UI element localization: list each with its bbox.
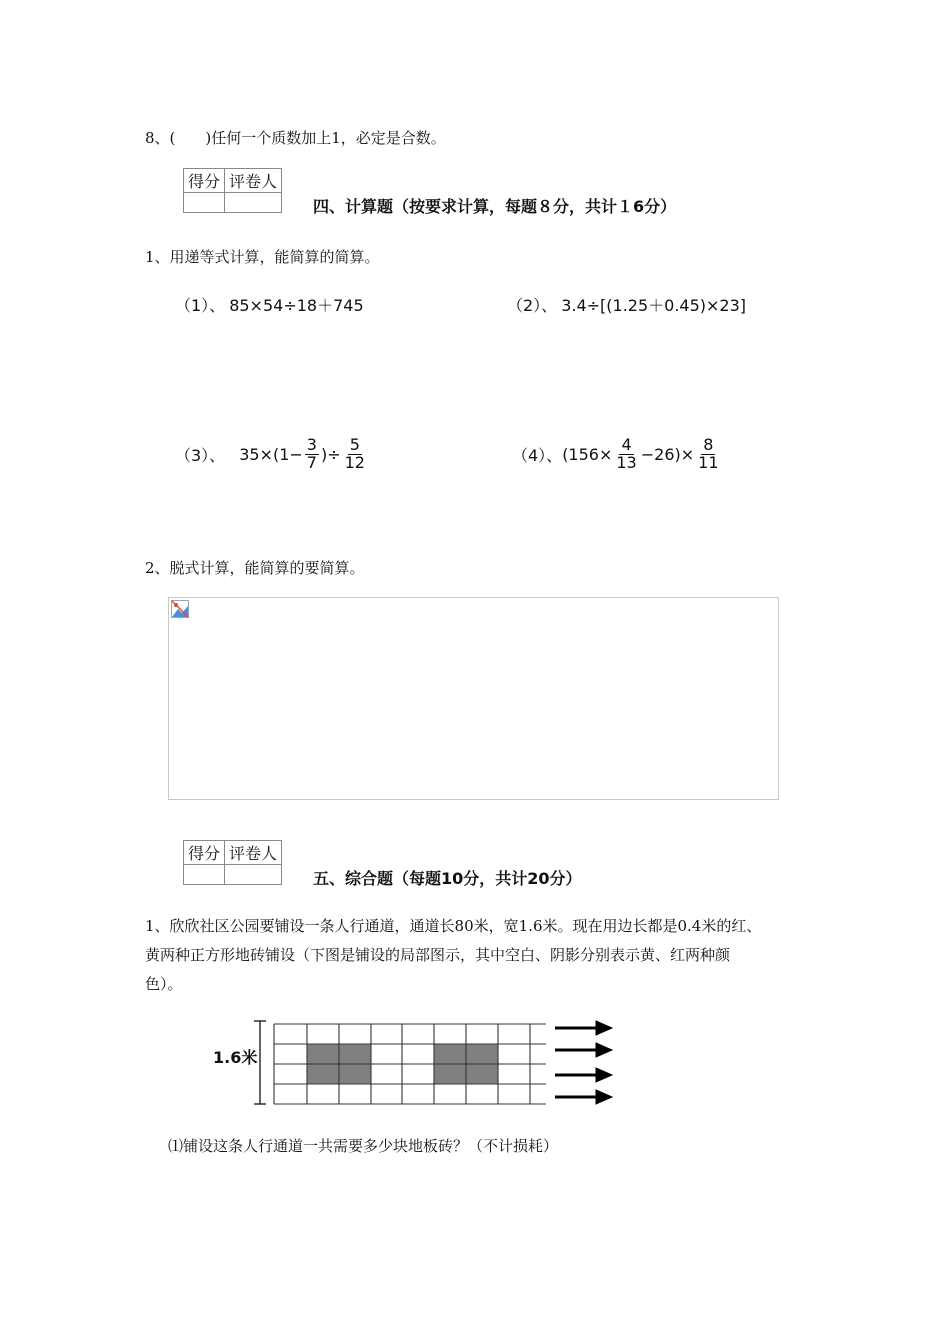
fraction-4-13	[614, 434, 638, 472]
section-4-title: 四、计算题（按要求计算，每题８分，共计１6分）	[313, 197, 677, 216]
fraction-denominator: 13	[616, 452, 637, 472]
section-5-title: 五、综合题（每题10分，共计20分）	[313, 869, 582, 888]
score-cell[interactable]	[184, 865, 225, 885]
fraction-numerator: 3	[306, 434, 317, 454]
question-5-1-sub-1: ⑴铺设这条人行通道一共需要多少块地板砖？（不计损耗）	[168, 1137, 559, 1155]
fraction-3-7	[305, 434, 319, 472]
problem-1-label: （1）、	[175, 296, 226, 315]
problem-3-label: （3）、	[175, 445, 226, 465]
grader-cell[interactable]	[225, 193, 282, 213]
score-cell[interactable]	[184, 193, 225, 213]
fraction-denominator: 12	[344, 452, 365, 472]
score-table	[183, 840, 282, 885]
fraction-numerator: 8	[703, 434, 714, 454]
tile-figure	[210, 1018, 620, 1108]
problem-2-expr: 3.4÷[(1.25＋0.45)×23]	[561, 296, 747, 315]
problem-1-expr: 85×54÷18＋745	[229, 296, 364, 315]
tile-grid-diagram	[250, 1018, 620, 1108]
question-5-1-line-3: 色）。	[145, 975, 183, 993]
problem-4-label: （4）、	[512, 445, 563, 465]
question-5-1-line-2: 黄两种正方形地砖铺设（下图是铺设的局部图示，其中空白、阴影分别表示黄、红两种颜	[145, 946, 731, 964]
score-header: 得分	[184, 841, 225, 865]
grader-cell[interactable]	[225, 865, 282, 885]
score-header: 得分	[184, 169, 225, 193]
width-label: 1.6米	[213, 1048, 258, 1067]
fraction-numerator: 5	[349, 434, 360, 454]
problem-4-part-b: −26)×	[640, 444, 695, 464]
fraction-denominator: 11	[698, 452, 719, 472]
question-4-2: 2、脱式计算，能简算的要简算。	[145, 559, 365, 577]
question-5-1-line-1: 1、欣欣社区公园要铺设一条人行通道，通道长80米，宽1.6米。现在用边长都是0.4米的红、	[145, 917, 762, 935]
fraction-denominator: 7	[306, 452, 317, 472]
problem-2	[507, 293, 746, 316]
fraction-numerator: 4	[621, 434, 632, 454]
question-5-1	[145, 912, 825, 999]
fraction-5-12	[343, 434, 367, 472]
grader-header: 评卷人	[225, 169, 282, 193]
fraction-8-11	[696, 434, 720, 472]
problem-1	[175, 293, 364, 316]
grader-header: 评卷人	[225, 841, 282, 865]
question-4-1: 1、用递等式计算，能简算的简算。	[145, 248, 380, 266]
problem-4-part-a: (156×	[562, 444, 613, 464]
problem-3-part-b: )÷	[320, 444, 341, 464]
problem-2-label: （2）、	[507, 296, 558, 315]
image-placeholder	[168, 597, 779, 800]
score-table	[183, 168, 282, 213]
question-8: 8、( )任何一个质数加上1，必定是合数。	[145, 129, 446, 147]
problem-3-part-a: 35×(1−	[239, 444, 303, 464]
problem-4	[512, 430, 723, 478]
broken-image-icon	[171, 600, 189, 618]
problem-3	[175, 430, 369, 478]
